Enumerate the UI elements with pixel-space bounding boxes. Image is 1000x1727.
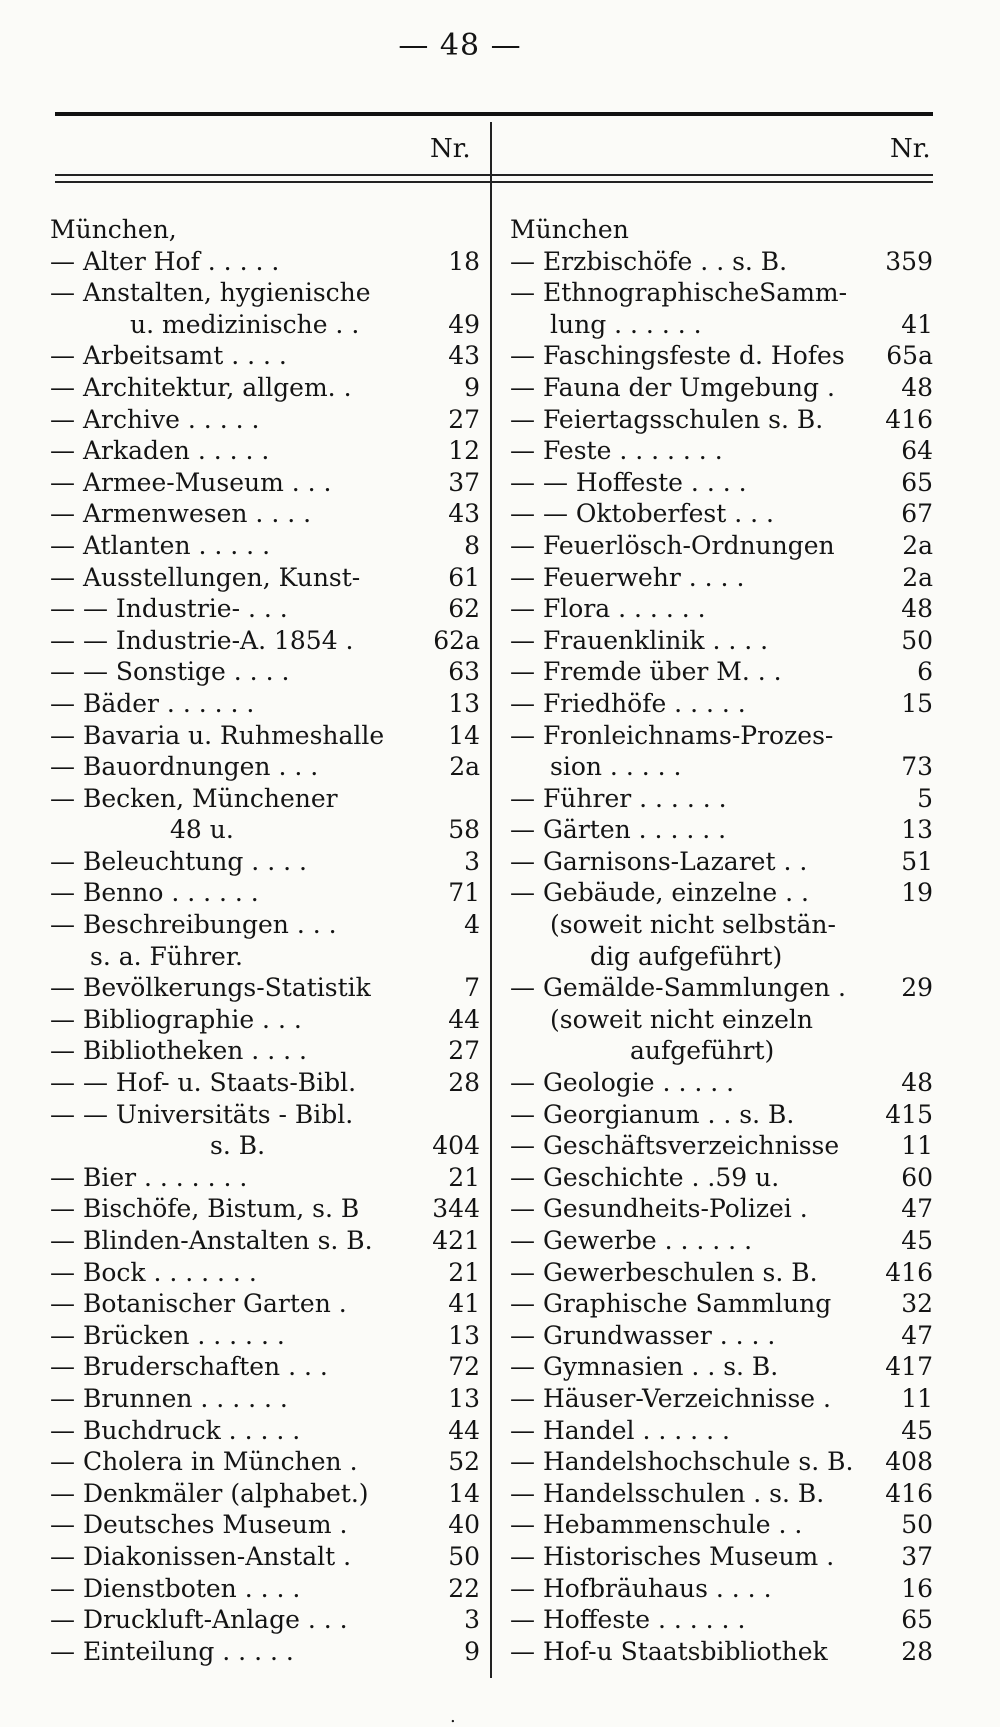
index-entry xyxy=(50,340,480,372)
entry-number: 415 xyxy=(885,1099,933,1129)
index-entry xyxy=(50,1573,480,1605)
index-entry xyxy=(510,846,933,878)
entry-number: 67 xyxy=(901,499,933,529)
entry-number: 63 xyxy=(448,657,480,687)
entry-label: — Architektur, allgem. . xyxy=(50,372,352,402)
entry-number: 408 xyxy=(885,1447,933,1477)
entry-label: — Bock . . . . . . . xyxy=(50,1257,257,1287)
index-entry xyxy=(50,1225,480,1257)
index-entry xyxy=(50,1257,480,1289)
entry-label: — Bruderschaften . . . xyxy=(50,1352,328,1382)
entry-number: 6 xyxy=(917,657,933,687)
top-rule xyxy=(55,112,933,116)
index-entry xyxy=(50,1035,480,1067)
index-entry xyxy=(50,1478,480,1510)
entry-number: 2a xyxy=(902,562,933,592)
index-entry xyxy=(510,467,933,499)
nr-header-right: Nr. xyxy=(890,134,931,164)
entry-number: 41 xyxy=(901,309,933,339)
entry-number: 13 xyxy=(448,688,480,718)
entry-label: — — Universitäts - Bibl. xyxy=(50,1099,354,1129)
entry-label: — Druckluft-Anlage . . . xyxy=(50,1605,348,1635)
entry-label: — Flora . . . . . . xyxy=(510,594,706,624)
entry-label: — Einteilung . . . . . xyxy=(50,1636,294,1666)
entry-number: 50 xyxy=(448,1541,480,1571)
entry-number: 11 xyxy=(901,1383,933,1413)
index-entry xyxy=(50,972,480,1004)
index-entry xyxy=(50,846,480,878)
entry-number: 344 xyxy=(432,1194,480,1224)
index-entry xyxy=(510,656,933,688)
entry-number: 65a xyxy=(886,341,933,371)
index-entry xyxy=(510,720,933,752)
entry-label: u. medizinische . . xyxy=(130,309,360,339)
entry-label: — Bibliographie . . . xyxy=(50,1004,302,1034)
index-entry xyxy=(510,1004,933,1036)
entry-number: 27 xyxy=(448,1036,480,1066)
entry-number: 44 xyxy=(448,1415,480,1445)
entry-label: — Garnisons-Lazaret . . xyxy=(510,846,808,876)
index-entry xyxy=(510,372,933,404)
entry-label: — — Sonstige . . . . xyxy=(50,657,290,687)
header-rule-1 xyxy=(55,174,933,176)
entry-label: — Feste . . . . . . . xyxy=(510,436,723,466)
entry-number: 13 xyxy=(448,1320,480,1350)
index-entry xyxy=(510,246,933,278)
index-entry xyxy=(510,498,933,530)
index-entry xyxy=(50,1130,480,1162)
index-entry xyxy=(50,814,480,846)
entry-label: — Botanischer Garten . xyxy=(50,1289,347,1319)
entry-label: 48 u. xyxy=(170,815,234,845)
index-entry xyxy=(510,1446,933,1478)
entry-number: 45 xyxy=(901,1415,933,1445)
entry-label: — Gesundheits-Polizei . xyxy=(510,1194,808,1224)
entry-label: — Feiertagsschulen s. B. xyxy=(510,404,824,434)
index-entry xyxy=(510,1320,933,1352)
entry-label: s. a. Führer. xyxy=(90,941,243,971)
entry-number: 65 xyxy=(901,467,933,497)
entry-label: s. B. xyxy=(210,1131,266,1161)
entry-number: 73 xyxy=(901,752,933,782)
entry-label: aufgeführt) xyxy=(630,1036,775,1066)
entry-label: — Becken, Münchener xyxy=(50,783,338,813)
entry-label: — Graphische Sammlung xyxy=(510,1289,832,1319)
index-entry xyxy=(50,1099,480,1131)
entry-label: — Gebäude, einzelne . . xyxy=(510,878,809,908)
index-entry xyxy=(50,435,480,467)
entry-label: — Cholera in München . xyxy=(50,1447,358,1477)
entry-number: 2a xyxy=(449,752,480,782)
entry-number: 12 xyxy=(448,436,480,466)
entry-number: 50 xyxy=(901,625,933,655)
index-entry xyxy=(50,277,480,309)
entry-number: 43 xyxy=(448,341,480,371)
index-entry xyxy=(510,1067,933,1099)
entry-number: 32 xyxy=(901,1289,933,1319)
index-entry xyxy=(50,909,480,941)
entry-number: 15 xyxy=(901,688,933,718)
index-entry xyxy=(510,1636,933,1668)
entry-label: — Bauordnungen . . . xyxy=(50,752,319,782)
index-entry xyxy=(510,1478,933,1510)
entry-number: 47 xyxy=(901,1320,933,1350)
entry-number: 14 xyxy=(448,720,480,750)
entry-number: 48 xyxy=(901,1068,933,1098)
entry-label: — Geschäftsverzeichnisse xyxy=(510,1131,840,1161)
entry-number: 18 xyxy=(448,246,480,276)
entry-label: — Handelshochschule s. B. xyxy=(510,1447,854,1477)
entry-number: 22 xyxy=(448,1573,480,1603)
entry-number: 2a xyxy=(902,530,933,560)
index-entry xyxy=(50,530,480,562)
entry-number: 8 xyxy=(464,530,480,560)
entry-label: dig aufgeführt) xyxy=(590,941,783,971)
index-entry xyxy=(510,404,933,436)
entry-number: 11 xyxy=(901,1131,933,1161)
index-entry xyxy=(50,1351,480,1383)
entry-number: 65 xyxy=(901,1605,933,1635)
index-entry xyxy=(50,688,480,720)
entry-label: — Historisches Museum . xyxy=(510,1541,835,1571)
entry-label: — Beleuchtung . . . . xyxy=(50,846,307,876)
entry-number: 62a xyxy=(433,625,480,655)
entry-label: — Buchdruck . . . . . xyxy=(50,1415,301,1445)
entry-label: — — Industrie-A. 1854 . xyxy=(50,625,354,655)
page-number: — 48 — xyxy=(398,28,522,63)
entry-label: — Blinden-Anstalten s. B. xyxy=(50,1226,373,1255)
index-entry xyxy=(50,372,480,404)
index-entry xyxy=(510,435,933,467)
entry-label: — Gymnasien . . s. B. xyxy=(510,1352,779,1382)
index-entry xyxy=(510,1573,933,1605)
index-entry xyxy=(50,1193,480,1225)
entry-label: — Ausstellungen, Kunst- xyxy=(50,562,361,592)
entry-number: 416 xyxy=(885,1257,933,1287)
entry-label: — Handel . . . . . . xyxy=(510,1415,730,1445)
index-entry xyxy=(50,1541,480,1573)
entry-label: — Geschichte . .59 u. xyxy=(510,1162,780,1192)
entry-label: — Arbeitsamt . . . . xyxy=(50,341,287,371)
index-entry xyxy=(510,625,933,657)
entry-label: — Armee-Museum . . . xyxy=(50,467,332,497)
entry-label: — Beschreibungen . . . xyxy=(50,910,337,940)
entry-label: — Bavaria u. Ruhmeshalle xyxy=(50,720,385,750)
index-entry xyxy=(50,309,480,341)
entry-label: — — Oktoberfest . . . xyxy=(510,499,774,529)
entry-label: — Armenwesen . . . . xyxy=(50,499,312,529)
entry-label: — Archive . . . . . xyxy=(50,404,260,434)
entry-number: 58 xyxy=(448,815,480,845)
index-entry xyxy=(510,1130,933,1162)
entry-label: — Bischöfe, Bistum, s. B xyxy=(50,1194,360,1224)
index-entry xyxy=(50,1067,480,1099)
index-entry xyxy=(510,814,933,846)
index-entry xyxy=(510,277,933,309)
index-entry xyxy=(510,562,933,594)
index-entry xyxy=(50,1636,480,1668)
entry-number: 41 xyxy=(448,1289,480,1319)
index-entry xyxy=(510,1541,933,1573)
entry-label: — Deutsches Museum . xyxy=(50,1510,348,1540)
entry-number: 421 xyxy=(432,1226,480,1255)
index-entry xyxy=(50,1004,480,1036)
entry-label: — — Hof- u. Staats-Bibl. xyxy=(50,1068,357,1098)
index-entry xyxy=(50,214,480,246)
index-entry xyxy=(50,1383,480,1415)
entry-number: 27 xyxy=(448,404,480,434)
entry-number: 5 xyxy=(917,783,933,813)
index-entry xyxy=(50,751,480,783)
entry-label: — Bevölkerungs-Statistik xyxy=(50,973,371,1003)
entry-number: 19 xyxy=(901,878,933,908)
entry-number: 45 xyxy=(901,1226,933,1255)
index-entry xyxy=(50,720,480,752)
entry-number: 37 xyxy=(448,467,480,497)
index-entry xyxy=(510,1604,933,1636)
entry-label: — Fremde über M. . . xyxy=(510,657,782,687)
entry-label: — Erzbischöfe . . s. B. xyxy=(510,246,788,276)
entry-number: 28 xyxy=(901,1636,933,1666)
entry-number: 9 xyxy=(464,372,480,402)
entry-number: 359 xyxy=(885,246,933,276)
entry-number: 16 xyxy=(901,1573,933,1603)
index-entry xyxy=(510,1288,933,1320)
entry-label: — Anstalten, hygienische xyxy=(50,278,371,308)
entry-number: 3 xyxy=(464,1605,480,1635)
index-entry xyxy=(50,1162,480,1194)
index-entry xyxy=(510,1415,933,1447)
entry-label: — Faschingsfeste d. Hofes xyxy=(510,341,845,371)
index-entry xyxy=(510,877,933,909)
index-entry xyxy=(50,1446,480,1478)
entry-label: — Fauna der Umgebung . xyxy=(510,372,835,402)
entry-label: — Diakonissen-Anstalt . xyxy=(50,1541,352,1571)
index-entry xyxy=(510,309,933,341)
entry-label: — Handelsschulen . s. B. xyxy=(510,1478,825,1508)
entry-number: 416 xyxy=(885,1478,933,1508)
index-entry xyxy=(50,1509,480,1541)
header-rule-2 xyxy=(55,181,933,183)
entry-number: 51 xyxy=(901,846,933,876)
entry-number: 13 xyxy=(901,815,933,845)
entry-number: 40 xyxy=(448,1510,480,1540)
entry-number: 416 xyxy=(885,404,933,434)
index-entry xyxy=(510,1509,933,1541)
entry-label: — Bier . . . . . . . xyxy=(50,1162,248,1192)
index-column-left xyxy=(50,214,480,1667)
index-entry xyxy=(510,340,933,372)
entry-number: 404 xyxy=(432,1131,480,1161)
index-entry xyxy=(510,593,933,625)
entry-number: 61 xyxy=(448,562,480,592)
entry-label: — — Hoffeste . . . . xyxy=(510,467,747,497)
index-entry xyxy=(510,972,933,1004)
index-entry xyxy=(50,1415,480,1447)
entry-label: — Benno . . . . . . xyxy=(50,878,259,908)
index-entry xyxy=(510,1035,933,1067)
entry-number: 13 xyxy=(448,1383,480,1413)
index-entry xyxy=(50,246,480,278)
entry-number: 9 xyxy=(464,1636,480,1666)
index-entry xyxy=(510,751,933,783)
index-entry xyxy=(50,877,480,909)
index-entry xyxy=(50,1604,480,1636)
entry-number: 3 xyxy=(464,846,480,876)
entry-label: — Gärten . . . . . . xyxy=(510,815,727,845)
entry-number: 28 xyxy=(448,1068,480,1098)
entry-number: 7 xyxy=(464,973,480,1003)
entry-number: 417 xyxy=(885,1352,933,1382)
entry-number: 21 xyxy=(448,1257,480,1287)
entry-label: — Feuerwehr . . . . xyxy=(510,562,745,592)
entry-label: — Geologie . . . . . xyxy=(510,1068,735,1098)
entry-number: 48 xyxy=(901,594,933,624)
entry-label: — Hoffeste . . . . . . xyxy=(510,1605,746,1635)
entry-label: — Bäder . . . . . . xyxy=(50,688,255,718)
foot-mark: . xyxy=(450,1706,456,1727)
entry-number: 48 xyxy=(901,372,933,402)
entry-label: — Grundwasser . . . . xyxy=(510,1320,776,1350)
entry-label: — Hebammenschule . . xyxy=(510,1510,803,1540)
index-entry xyxy=(50,593,480,625)
index-entry xyxy=(50,783,480,815)
entry-number: 72 xyxy=(448,1352,480,1382)
entry-label: — Denkmäler (alphabet.) xyxy=(50,1478,369,1508)
index-entry xyxy=(510,1162,933,1194)
index-entry xyxy=(510,1351,933,1383)
entry-number: 21 xyxy=(448,1162,480,1192)
entry-number: 50 xyxy=(901,1510,933,1540)
entry-label: — Feuerlösch-Ordnungen xyxy=(510,530,835,560)
nr-header-left: Nr. xyxy=(430,134,471,164)
entry-number: 43 xyxy=(448,499,480,529)
entry-label: — Brücken . . . . . . xyxy=(50,1320,285,1350)
entry-label: — Hof-u Staatsbibliothek xyxy=(510,1636,828,1666)
entry-label: — Alter Hof . . . . . xyxy=(50,246,280,276)
entry-label: — Bibliotheken . . . . xyxy=(50,1036,307,1066)
entry-number: 64 xyxy=(901,436,933,466)
index-entry xyxy=(510,941,933,973)
index-entry xyxy=(50,1320,480,1352)
entry-label: — Gemälde-Sammlungen . xyxy=(510,973,846,1003)
entry-label: — Fronleichnams-Prozes- xyxy=(510,720,834,750)
index-entry xyxy=(50,498,480,530)
entry-label: — Gewerbe . . . . . . xyxy=(510,1226,753,1255)
index-entry xyxy=(510,214,933,246)
index-entry xyxy=(510,530,933,562)
entry-number: 37 xyxy=(901,1541,933,1571)
entry-label: — EthnographischeSamm- xyxy=(510,278,848,308)
index-entry xyxy=(50,625,480,657)
entry-label: — Führer . . . . . . xyxy=(510,783,727,813)
index-entry xyxy=(510,1099,933,1131)
entry-label: — Häuser-Verzeichnisse . xyxy=(510,1383,831,1413)
index-entry xyxy=(510,1257,933,1289)
entry-number: 71 xyxy=(448,878,480,908)
entry-label: — Brunnen . . . . . . xyxy=(50,1383,288,1413)
entry-label: — Gewerbeschulen s. B. xyxy=(510,1257,818,1287)
entry-number: 29 xyxy=(901,973,933,1003)
index-entry xyxy=(510,1193,933,1225)
entry-label: lung . . . . . . xyxy=(550,309,702,339)
entry-number: 52 xyxy=(448,1447,480,1477)
index-entry xyxy=(510,1225,933,1257)
entry-label: sion . . . . . xyxy=(550,752,682,782)
entry-number: 14 xyxy=(448,1478,480,1508)
entry-label: München, xyxy=(50,215,177,244)
index-entry xyxy=(50,656,480,688)
column-divider xyxy=(490,122,492,1678)
entry-number: 44 xyxy=(448,1004,480,1034)
entry-number: 4 xyxy=(464,910,480,940)
index-entry xyxy=(510,688,933,720)
entry-number: 62 xyxy=(448,594,480,624)
entry-number: 60 xyxy=(901,1162,933,1192)
entry-label: — Dienstboten . . . . xyxy=(50,1573,301,1603)
entry-label: — — Industrie- . . . xyxy=(50,594,288,624)
entry-label: (soweit nicht einzeln xyxy=(550,1004,813,1034)
index-entry xyxy=(50,1288,480,1320)
index-entry xyxy=(50,941,480,973)
entry-label: — Atlanten . . . . . xyxy=(50,530,271,560)
entry-label: — Arkaden . . . . . xyxy=(50,436,270,466)
entry-number: 47 xyxy=(901,1194,933,1224)
index-entry xyxy=(510,909,933,941)
index-entry xyxy=(50,467,480,499)
index-entry xyxy=(510,1383,933,1415)
entry-label: München xyxy=(510,215,629,244)
index-entry xyxy=(50,404,480,436)
entry-label: — Frauenklinik . . . . xyxy=(510,625,769,655)
entry-label: — Friedhöfe . . . . . xyxy=(510,688,746,718)
index-column-right xyxy=(510,214,933,1667)
index-entry xyxy=(510,783,933,815)
entry-number: 49 xyxy=(448,309,480,339)
index-entry xyxy=(50,562,480,594)
entry-label: — Hofbräuhaus . . . . xyxy=(510,1573,772,1603)
entry-label: — Georgianum . . s. B. xyxy=(510,1099,795,1129)
entry-label: (soweit nicht selbstän- xyxy=(550,910,836,940)
